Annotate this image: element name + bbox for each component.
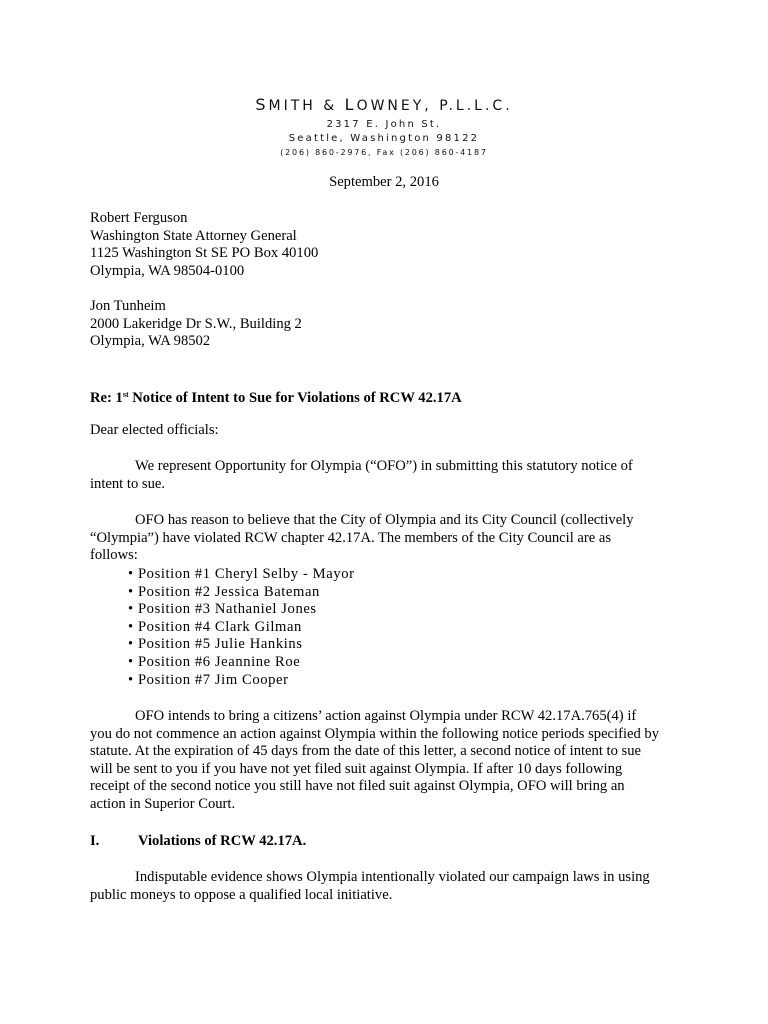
paragraph-line: OFO intends to bring a citizens’ action against Olympia under RCW 42.17A.765(4) if xyxy=(135,708,637,724)
council-member-item: • Position #6 Jeannine Roe xyxy=(128,653,301,670)
recipient-tunheim xyxy=(90,298,690,351)
paragraph-line: OFO has reason to believe that the City of Olympia and its City Council (collectively xyxy=(135,512,634,528)
subject-ordinal: st xyxy=(122,390,129,399)
firm-phone-fax: (206) 860-2976, Fax (206) 860-4187 xyxy=(280,148,488,157)
recipient-line: 1125 Washington St SE PO Box 40100 xyxy=(90,245,319,262)
council-member-item: • Position #5 Julie Hankins xyxy=(128,636,303,653)
paragraph-line: “Olympia”) have violated RCW chapter 42.17A. The members of the City Council are as xyxy=(90,529,612,546)
paragraph-intent xyxy=(90,708,690,814)
salutation: Dear elected officials: xyxy=(90,422,219,438)
paragraph-line: statute. At the expiration of 45 days from the date of this letter, a second notice of intent to sue xyxy=(90,743,641,760)
paragraph-line: intent to sue. xyxy=(90,475,165,492)
section-heading xyxy=(90,833,306,851)
council-member-item: • Position #1 Cheryl Selby - Mayor xyxy=(128,566,355,582)
recipient-line: 2000 Lakeridge Dr S.W., Building 2 xyxy=(90,315,302,332)
section-title: Violations of RCW 42.17A. xyxy=(138,833,307,849)
paragraph-belief xyxy=(90,512,690,565)
paragraph-line: action in Superior Court. xyxy=(90,795,236,812)
recipient-ferguson xyxy=(90,210,690,280)
council-member-item: • Position #3 Nathaniel Jones xyxy=(128,601,317,618)
paragraph-evidence xyxy=(90,869,690,904)
firm-address-street: 2317 E. John St. xyxy=(326,119,442,130)
recipient-line: Jon Tunheim xyxy=(90,298,166,314)
council-member-item: • Position #7 Jim Cooper xyxy=(128,671,289,688)
paragraph-line: follows: xyxy=(90,547,138,564)
paragraph-line: Indisputable evidence shows Olympia intentionally violated our campaign laws in using xyxy=(135,869,650,885)
paragraph-line: you do not commence an action against Olympia within the following notice periods specified by xyxy=(90,725,660,742)
recipient-line: Olympia, WA 98502 xyxy=(90,333,211,350)
section-number: I. xyxy=(90,833,100,849)
recipient-line: Robert Ferguson xyxy=(90,210,188,226)
subject-title: Notice of Intent to Sue for Violations of RCW 42.17A xyxy=(128,390,462,406)
subject-prefix: Re: 1 xyxy=(90,390,123,406)
letter-date: September 2, 2016 xyxy=(329,174,439,190)
firm-address-city: Seattle, Washington 98122 xyxy=(288,133,480,144)
paragraph-line: receipt of the second notice you still have not filed suit against Olympia, OFO will bring an xyxy=(90,778,625,795)
recipient-line: Washington State Attorney General xyxy=(90,227,297,244)
paragraph-line: We represent Opportunity for Olympia (“OFO”) in submitting this statutory notice of xyxy=(135,458,633,474)
paragraph-line: public moneys to oppose a qualified local initiative. xyxy=(90,886,393,903)
council-member-item: • Position #2 Jessica Bateman xyxy=(128,583,320,600)
council-member-item: • Position #4 Clark Gilman xyxy=(128,618,302,635)
council-list xyxy=(128,566,355,689)
paragraph-line: will be sent to you if you have not yet filed suit against Olympia. If after 10 days following xyxy=(90,760,623,777)
subject-line xyxy=(90,386,690,408)
paragraph-representation xyxy=(90,458,690,493)
firm-name: SMITH & LOWNEY, P.L.L.C. xyxy=(255,95,513,114)
recipient-line: Olympia, WA 98504-0100 xyxy=(90,262,245,279)
